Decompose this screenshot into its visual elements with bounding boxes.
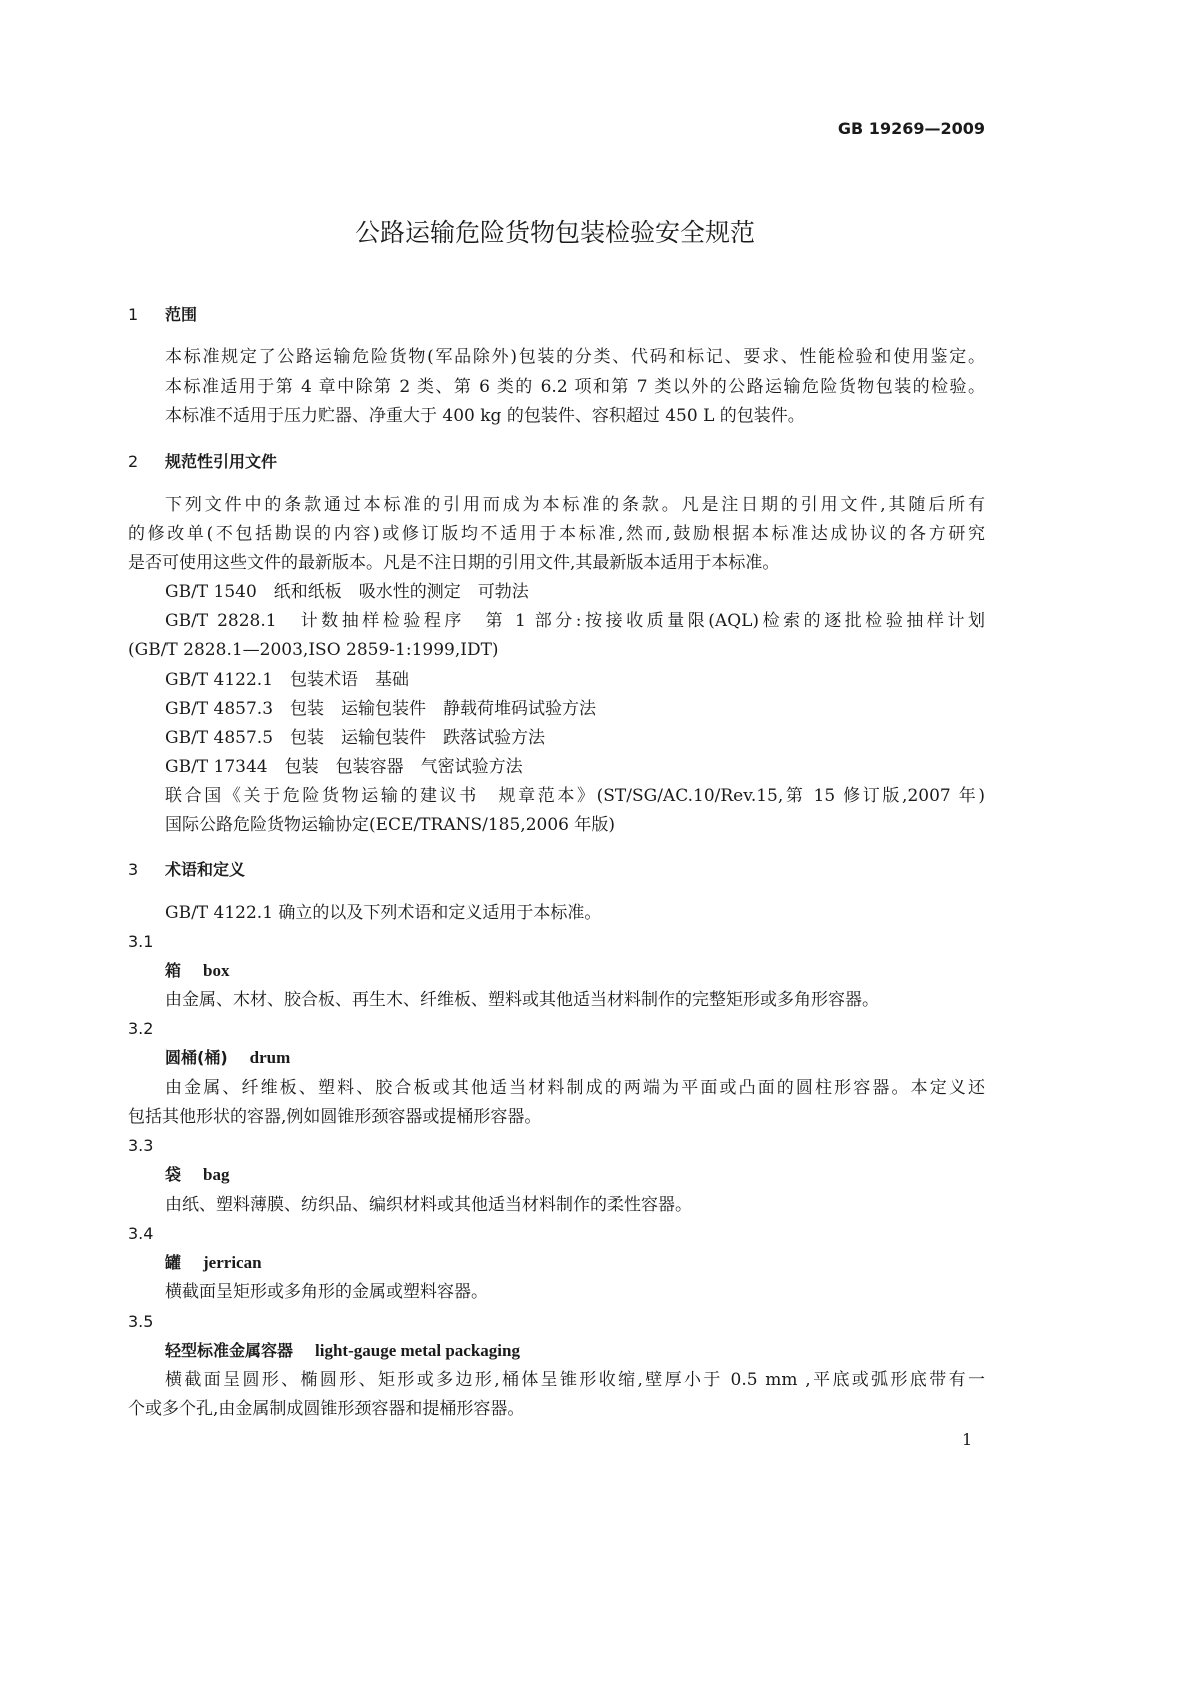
term-zh: 轻型标准金属容器 bbox=[165, 1341, 294, 1360]
term-title bbox=[165, 1047, 290, 1069]
reference-item: 联合国《关于危险货物运输的建议书 规章范本》(ST/SG/AC.10/Rev.15,第 15 修订版,2007 年) bbox=[165, 786, 985, 806]
section-title: 范围 bbox=[165, 305, 198, 324]
term-en: box bbox=[203, 961, 230, 980]
section-heading-2 bbox=[128, 451, 277, 473]
term-definition: 由纸、塑料薄膜、纺织品、编织材料或其他适当材料制作的柔性容器。 bbox=[165, 1195, 692, 1215]
term-definition: 个或多个孔,由金属制成圆锥形颈容器和提桶形容器。 bbox=[128, 1399, 525, 1419]
term-definition: 横截面呈圆形、椭圆形、矩形或多边形,桶体呈锥形收缩,壁厚小于 0.5 mm ,平底或弧形底带有一 bbox=[165, 1370, 985, 1390]
term-number: 3.3 bbox=[128, 1136, 154, 1155]
section-heading-3 bbox=[128, 859, 245, 881]
term-en: drum bbox=[249, 1048, 291, 1067]
term-zh: 袋 bbox=[165, 1165, 182, 1184]
term-zh: 圆桶(桶) bbox=[165, 1048, 228, 1067]
reference-item: GB/T 4857.5 包装 运输包装件 跌落试验方法 bbox=[165, 728, 546, 748]
term-zh: 箱 bbox=[165, 961, 182, 980]
section-number: 1 bbox=[128, 305, 139, 324]
term-en: bag bbox=[203, 1165, 230, 1184]
paragraph: 本标准规定了公路运输危险货物(军品除外)包装的分类、代码和标记、要求、性能检验和使用鉴定。 bbox=[165, 347, 985, 367]
term-title bbox=[165, 1340, 520, 1362]
paragraph: 本标准不适用于压力贮器、净重大于 400 kg 的包装件、容积超过 450 L 的包装件。 bbox=[165, 406, 805, 426]
term-en: jerrican bbox=[203, 1253, 262, 1272]
reference-item: GB/T 1540 纸和纸板 吸水性的测定 可勃法 bbox=[165, 582, 529, 602]
term-definition: 横截面呈矩形或多角形的金属或塑料容器。 bbox=[165, 1282, 488, 1302]
reference-item: 国际公路危险货物运输协定(ECE/TRANS/185,2006 年版) bbox=[165, 815, 616, 835]
reference-item: GB/T 4122.1 包装术语 基础 bbox=[165, 670, 410, 690]
term-definition: 包括其他形状的容器,例如圆锥形颈容器或提桶形容器。 bbox=[128, 1107, 542, 1127]
term-definition: 由金属、木材、胶合板、再生木、纤维板、塑料或其他适当材料制作的完整矩形或多角形容器。 bbox=[165, 990, 879, 1010]
section-title: 术语和定义 bbox=[165, 860, 246, 879]
term-number: 3.2 bbox=[128, 1019, 154, 1038]
reference-item-continuation: (GB/T 2828.1—2003,ISO 2859-1:1999,IDT) bbox=[128, 640, 499, 660]
term-title bbox=[165, 1164, 229, 1186]
paragraph: 本标准适用于第 4 章中除第 2 类、第 6 类的 6.2 项和第 7 类以外的公路运输危险货物包装的检验。 bbox=[165, 377, 985, 397]
section-number: 3 bbox=[128, 860, 139, 879]
paragraph-line: 下列文件中的条款通过本标准的引用而成为本标准的条款。凡是注日期的引用文件,其随后所有 bbox=[165, 495, 985, 515]
term-number: 3.1 bbox=[128, 932, 154, 951]
section-title: 规范性引用文件 bbox=[165, 452, 278, 471]
paragraph-line: 是否可使用这些文件的最新版本。凡是不注日期的引用文件,其最新版本适用于本标准。 bbox=[128, 553, 780, 573]
reference-item: GB/T 17344 包装 包装容器 气密试验方法 bbox=[165, 757, 523, 777]
paragraph: GB/T 4122.1 确立的以及下列术语和定义适用于本标准。 bbox=[165, 903, 602, 923]
term-definition: 由金属、纤维板、塑料、胶合板或其他适当材料制成的两端为平面或凸面的圆柱形容器。本定义还 bbox=[165, 1078, 985, 1098]
term-number: 3.4 bbox=[128, 1224, 154, 1243]
section-number: 2 bbox=[128, 452, 139, 471]
reference-item: GB/T 4857.3 包装 运输包装件 静载荷堆码试验方法 bbox=[165, 699, 597, 719]
term-en: light-gauge metal packaging bbox=[315, 1341, 520, 1360]
reference-item: GB/T 2828.1 计数抽样检验程序 第 1 部分:按接收质量限(AQL)检索的逐批检验抽样计划 bbox=[165, 611, 985, 631]
term-title bbox=[165, 960, 229, 982]
page-number: 1 bbox=[962, 1430, 973, 1449]
paragraph-line: 的修改单(不包括勘误的内容)或修订版均不适用于本标准,然而,鼓励根据本标准达成协议的各方研究 bbox=[128, 524, 985, 544]
section-heading-1 bbox=[128, 304, 197, 326]
standard-code: GB 19269—2009 bbox=[837, 119, 985, 138]
term-number: 3.5 bbox=[128, 1312, 154, 1331]
term-zh: 罐 bbox=[165, 1253, 182, 1272]
page-title: 公路运输危险货物包装检验安全规范 bbox=[354, 218, 755, 247]
term-title bbox=[165, 1252, 262, 1274]
